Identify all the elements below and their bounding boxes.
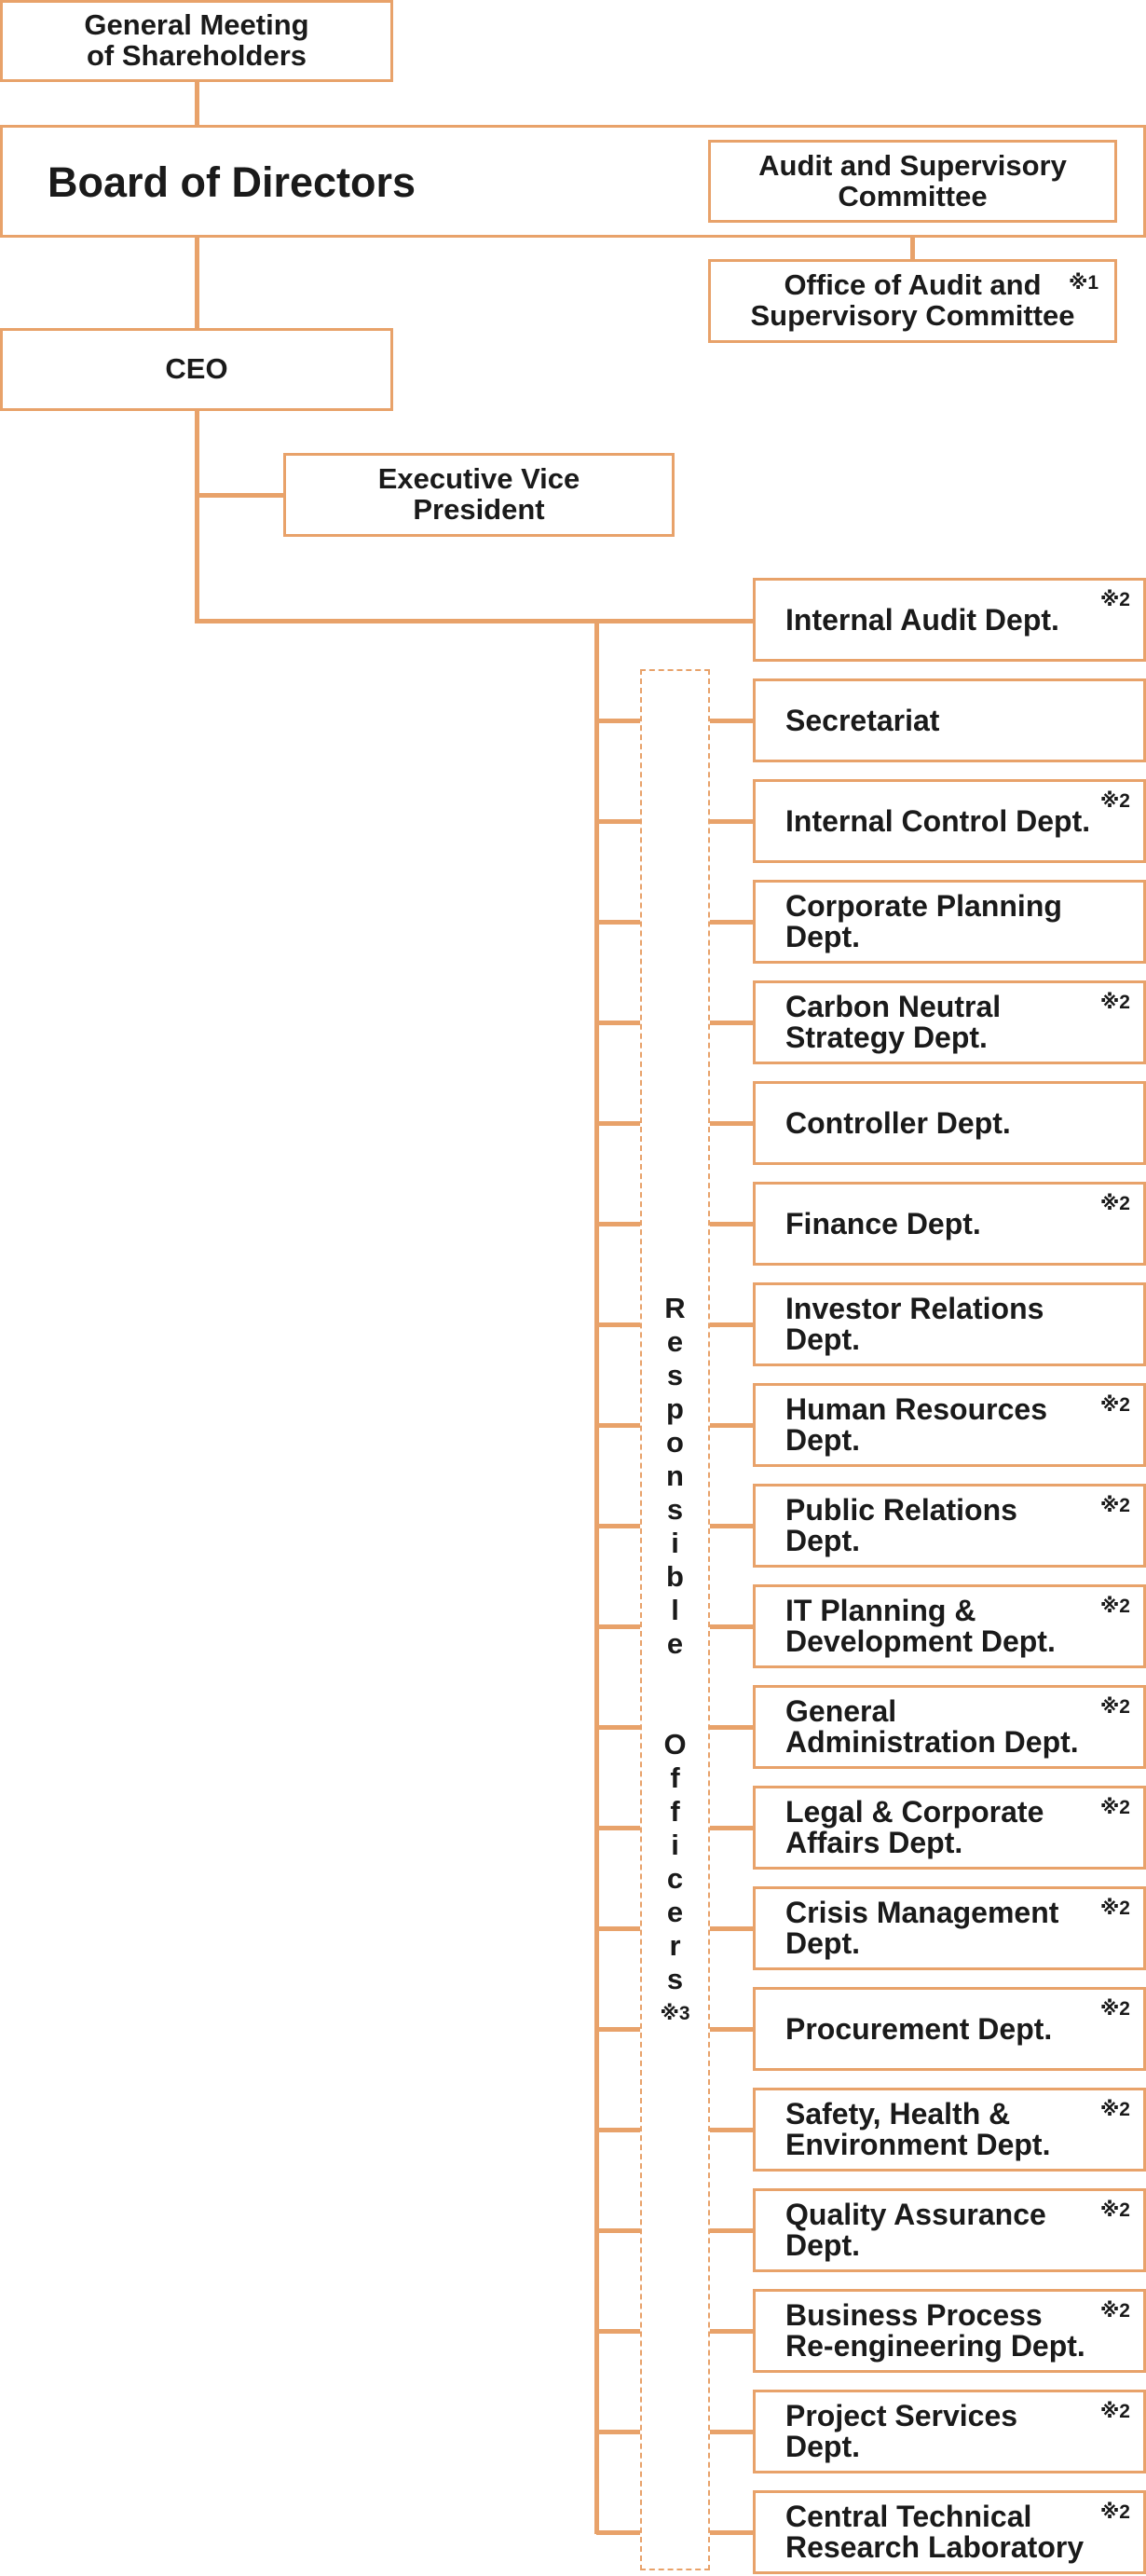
department-box — [753, 1987, 1146, 2071]
department-box — [753, 2289, 1146, 2373]
connector-ceo-trunk — [195, 409, 199, 623]
department-box — [753, 2490, 1146, 2574]
connector-officers-dept — [710, 2128, 753, 2132]
connector-trunk-officers — [596, 2228, 640, 2233]
connector-officers-dept — [710, 1826, 753, 1830]
responsible-officers-letter: R — [664, 1292, 686, 1324]
responsible-officers-letter: s — [666, 1359, 684, 1391]
department-label: Quality Assurance Dept. — [785, 2198, 1046, 2262]
department-box — [753, 1081, 1146, 1165]
responsible-officers-letter: s — [666, 1963, 684, 1995]
connector-officers-dept — [710, 1222, 753, 1226]
connector-trunk-officers — [596, 1524, 640, 1528]
department-box — [753, 1685, 1146, 1769]
connector-trunk-officers — [596, 1423, 640, 1428]
department-box — [753, 578, 1146, 662]
audit-office-box — [708, 259, 1117, 343]
department-note: ※2 — [1099, 2501, 1130, 2523]
responsible-officers-letter: c — [666, 1862, 684, 1895]
department-label: Corporate Planning Dept. — [785, 889, 1062, 953]
department-label: Internal Audit Dept. — [785, 602, 1059, 637]
department-label: IT Planning & Development Dept. — [785, 1594, 1056, 1658]
responsible-officers-letter: f — [670, 1761, 680, 1794]
connector-trunk-officers — [596, 819, 640, 824]
department-label: Controller Dept. — [785, 1105, 1011, 1140]
responsible-officers-letter: o — [666, 1426, 684, 1459]
audit-office-note: ※1 — [1069, 272, 1099, 294]
audit-office-label: Office of Audit and Supervisory Committee — [750, 268, 1075, 332]
connector-ceo-evp — [195, 493, 285, 498]
connector-officers-dept — [710, 1423, 753, 1428]
responsible-officers-letter: O — [663, 1728, 687, 1761]
general-meeting-box — [0, 0, 393, 82]
department-box — [753, 1886, 1146, 1970]
connector-trunk-officers — [596, 2027, 640, 2032]
ceo-box — [0, 328, 393, 411]
audit-committee-label: Audit and Supervisory Committee — [758, 148, 1067, 212]
department-box — [753, 779, 1146, 863]
department-box — [753, 1282, 1146, 1366]
connector-officers-dept — [710, 1725, 753, 1730]
department-note: ※2 — [1099, 992, 1130, 1013]
connector-officers-dept — [710, 2530, 753, 2535]
officers-trunk-line — [594, 619, 599, 2534]
connector-trunk-officers — [596, 920, 640, 925]
department-note: ※2 — [1099, 1998, 1130, 2020]
responsible-officers-column — [640, 669, 710, 2570]
connector-trunk-officers — [596, 2430, 640, 2434]
responsible-officers-note: ※3 — [660, 2003, 690, 2024]
department-label: Legal & Corporate Affairs Dept. — [785, 1795, 1044, 1859]
connector-officers-dept — [710, 1121, 753, 1126]
connector-trunk-officers — [596, 1222, 640, 1226]
connector-officers-dept — [710, 1624, 753, 1629]
responsible-officers-letter: f — [670, 1795, 680, 1828]
board-of-directors-label: Board of Directors — [48, 158, 416, 206]
department-label: Public Relations Dept. — [785, 1493, 1017, 1557]
department-label: Secretariat — [785, 703, 940, 737]
department-label: Internal Control Dept. — [785, 803, 1091, 838]
department-label: Business Process Re-engineering Dept. — [785, 2298, 1085, 2363]
department-box — [753, 2390, 1146, 2473]
responsible-officers-letter: e — [666, 1325, 684, 1358]
department-note: ※2 — [1099, 1193, 1130, 1214]
department-box — [753, 1484, 1146, 1568]
connector-ceo-audit-branch — [195, 619, 754, 623]
department-label: Crisis Management Dept. — [785, 1896, 1059, 1960]
connector-meeting-board — [195, 80, 199, 127]
connector-officers-dept — [710, 2430, 753, 2434]
department-note: ※2 — [1099, 2300, 1130, 2322]
connector-officers-dept — [710, 1322, 753, 1327]
department-note: ※2 — [1099, 1596, 1130, 1617]
responsible-officers-letter: e — [666, 1627, 684, 1660]
evp-box — [283, 453, 675, 537]
connector-trunk-officers — [596, 2128, 640, 2132]
connector-officers-dept — [710, 2329, 753, 2334]
department-box — [753, 1584, 1146, 1668]
department-label: General Administration Dept. — [785, 1694, 1079, 1759]
department-box — [753, 1786, 1146, 1870]
department-note: ※2 — [1099, 2199, 1130, 2221]
ceo-label: CEO — [165, 352, 228, 386]
department-note: ※2 — [1099, 1797, 1130, 1818]
department-label: Carbon Neutral Strategy Dept. — [785, 990, 1002, 1054]
connector-officers-dept — [710, 1021, 753, 1025]
connector-trunk-officers — [596, 1121, 640, 1126]
department-label: Finance Dept. — [785, 1206, 981, 1240]
department-note: ※2 — [1099, 1696, 1130, 1718]
department-box — [753, 2088, 1146, 2172]
responsible-officers-letter: i — [671, 1829, 679, 1861]
connector-trunk-officers — [596, 1624, 640, 1629]
connector-trunk-officers — [596, 2530, 640, 2535]
department-note: ※2 — [1099, 1394, 1130, 1416]
connector-board-ceo — [195, 236, 199, 329]
connector-officers-dept — [710, 1524, 753, 1528]
general-meeting-label: General Meeting of Shareholders — [84, 8, 309, 72]
department-label: Investor Relations Dept. — [785, 1292, 1044, 1356]
department-box — [753, 678, 1146, 762]
connector-trunk-officers — [596, 1021, 640, 1025]
connector-officers-dept — [710, 2027, 753, 2032]
connector-officers-dept — [710, 819, 753, 824]
evp-label: Executive Vice President — [377, 462, 580, 526]
connector-trunk-officers — [596, 719, 640, 723]
responsible-officers-letter: b — [666, 1560, 684, 1593]
department-box — [753, 980, 1146, 1064]
connector-officers-dept — [710, 719, 753, 723]
department-label: Human Resources Dept. — [785, 1392, 1047, 1457]
department-label: Safety, Health & Environment Dept. — [785, 2097, 1051, 2161]
department-box — [753, 2188, 1146, 2272]
department-note: ※2 — [1099, 2099, 1130, 2120]
connector-trunk-officers — [596, 1322, 640, 1327]
department-note: ※2 — [1099, 589, 1130, 610]
department-box — [753, 1383, 1146, 1467]
connector-trunk-officers — [596, 1725, 640, 1730]
responsible-officers-letter: i — [671, 1527, 679, 1559]
responsible-officers-letter: r — [669, 1929, 681, 1962]
connector-officers-dept — [710, 920, 753, 925]
department-note: ※2 — [1099, 790, 1130, 812]
department-note: ※2 — [1099, 1898, 1130, 1919]
responsible-officers-letter: s — [666, 1493, 684, 1526]
connector-trunk-officers — [596, 2329, 640, 2334]
department-label: Procurement Dept. — [785, 2011, 1053, 2046]
department-note: ※2 — [1099, 1495, 1130, 1516]
connector-trunk-officers — [596, 1826, 640, 1830]
responsible-officers-letter: e — [666, 1896, 684, 1928]
department-note: ※2 — [1099, 2401, 1130, 2422]
department-box — [753, 880, 1146, 964]
connector-officers-dept — [710, 2228, 753, 2233]
responsible-officers-letter: p — [666, 1392, 684, 1425]
responsible-officers-letter: l — [671, 1594, 679, 1626]
department-box — [753, 1182, 1146, 1266]
department-label: Central Technical Research Laboratory — [785, 2500, 1085, 2564]
connector-officers-dept — [710, 1926, 753, 1931]
connector-trunk-officers — [596, 1926, 640, 1931]
department-label: Project Services Dept. — [785, 2399, 1018, 2463]
responsible-officers-letter: n — [666, 1459, 684, 1492]
audit-committee-box — [708, 140, 1117, 223]
